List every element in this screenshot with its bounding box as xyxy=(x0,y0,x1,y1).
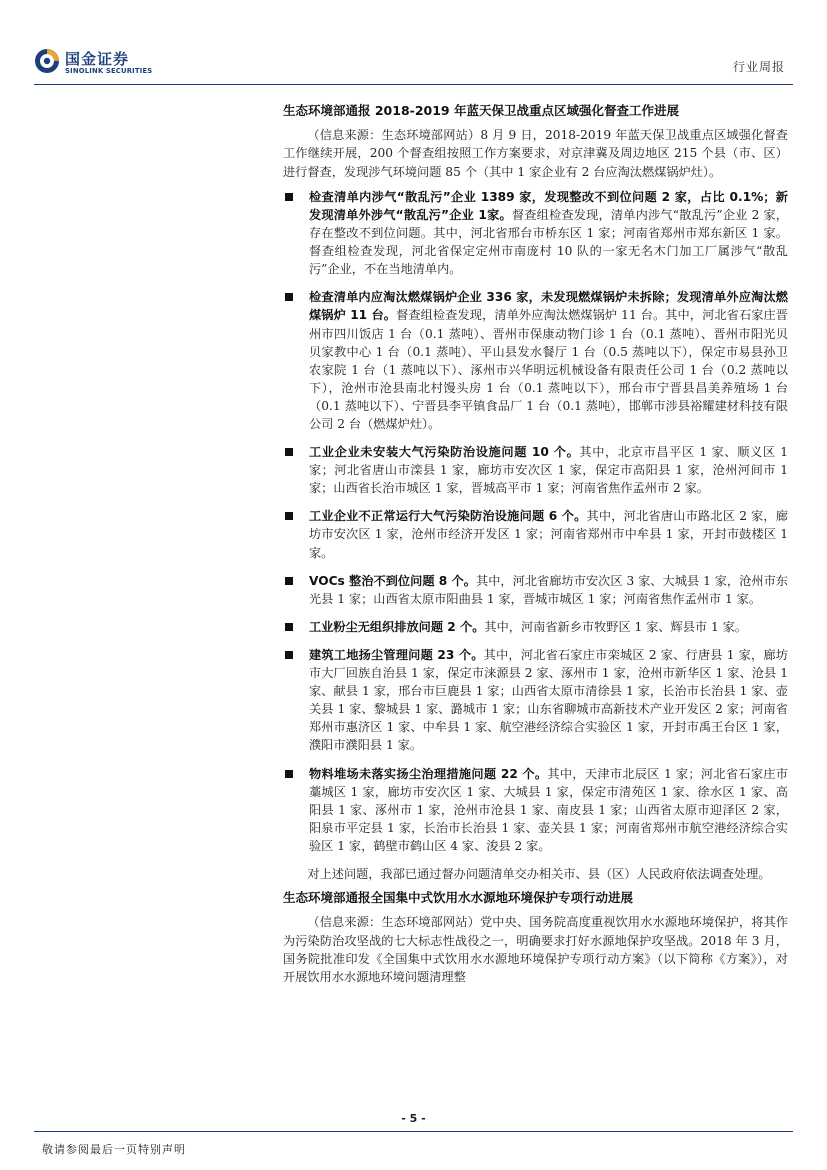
finding-detail: 其中，河北省廊坊市安次区 3 家、大城县 1 家，沧州市东光县 1 家；山西省太原市阳曲县 1 家，晋城市城区 1 家；河南省焦作孟州市 1 家。 xyxy=(309,573,788,606)
logo-chinese-name: 国金证券 xyxy=(65,50,130,68)
sinolink-logo-icon xyxy=(34,48,60,74)
footer-disclaimer: 敬请参阅最后一页特别声明 xyxy=(42,1143,186,1156)
logo-english-name: SINOLINK SECURITIES xyxy=(65,67,153,75)
finding-headline: 工业企业不正常运行大气污染防治设施问题 6 个。 xyxy=(309,509,587,524)
finding-headline: 检查清单内应淘汰燃煤锅炉企业 336 家，未发现燃煤锅炉未拆除；发现清单外应淘汰燃煤锅炉 11 台。 xyxy=(309,290,788,323)
section-intro-water-source: （信息来源：生态环境部网站）党中央、国务院高度重视饮用水水源地环境保护，将其作为污染防治攻坚战的七大标志性战役之一，明确要求打好水源地保护攻坚战。2018 年 3 月，国务院批准印发《全国集中式饮用水水源地环境保护专项行动方案》（以下简称《方案》），对开展饮用水水源地环境问题清理整 xyxy=(283,915,788,985)
findings-list xyxy=(283,188,788,855)
finding-headline: 物料堆场未落实扬尘治理措施问题 22 个。 xyxy=(309,766,548,781)
finding-item xyxy=(283,646,788,755)
finding-detail: 其中，北京市昌平区 1 家、顺义区 1 家；河北省唐山市滦县 1 家，廊坊市安次区 1 家，保定市高阳县 1 家，沧州河间市 1 家；山西省长治市城区 1 家，晋城高平市 1 家；河南省焦作孟州市 2 家。 xyxy=(309,445,788,496)
finding-item xyxy=(283,288,788,433)
square-bullet-icon xyxy=(285,193,293,201)
company-logo xyxy=(34,46,164,80)
report-type-label: 行业周报 xyxy=(732,60,785,74)
finding-headline: 工业企业未安装大气污染防治设施问题 10 个。 xyxy=(309,445,580,460)
section-title-blue-sky: 生态环境部通报 2018-2019 年蓝天保卫战重点区域强化督查工作进展 xyxy=(283,103,679,118)
finding-detail: 其中，天津市北辰区 1 家；河北省石家庄市藁城区 1 家，廊坊市安次区 1 家、大城县 1 家，保定市清苑区 1 家、徐水区 1 家、高阳县 1 家、涿州市 1 家，沧州市沧县 1 家、南皮县 1 家；山西省太原市迎泽区 2 家，阳泉市平定县 1 家，长治市长治县 1 家、壶关县 1 家；河南省郑州市航空港经济综合实验区 1 家，鹤壁市鹤山区 4 家、浚县 2 家。 xyxy=(309,766,788,853)
square-bullet-icon xyxy=(285,623,293,631)
square-bullet-icon xyxy=(285,293,293,301)
finding-item xyxy=(283,443,788,497)
page-number: - 5 - xyxy=(401,1112,426,1125)
finding-item xyxy=(283,765,788,855)
square-bullet-icon xyxy=(285,770,293,778)
section-intro-blue-sky: （信息来源：生态环境部网站）8 月 9 日，2018-2019 年蓝天保卫战重点区域强化督查工作继续开展，200 个督查组按照工作方案要求，对京津冀及周边地区 215 个县（市、区）进行督查，发现涉气环境问题 85 个（其中 1 家企业有 2 台应淘汰燃煤锅炉灶）。 xyxy=(283,128,788,179)
finding-detail: 其中，河北省石家庄市栾城区 2 家、行唐县 1 家，廊坊市大厂回族自治县 1 家，保定市涞源县 2 家、涿州市 1 家，沧州市新华区 1 家、沧县 1 家、献县 1 家，邢台市巨鹿县 1 家；山西省太原市清徐县 1 家，长治市长治县 1 家、壶关县 1 家、黎城县 1 家、潞城市 1 家；山东省聊城市高新技术产业开发区 2 家；河南省郑州市惠济区 1 家、中牟县 1 家、航空港经济综合实验区 1 家，开封市禹王台区 1 家，濮阳市濮阳县 1 家。 xyxy=(309,647,788,753)
finding-item xyxy=(283,618,788,636)
finding-detail: 督查组检查发现，清单内涉气“散乱污”企业 2 家，存在整改不到位问题。其中，河北省邢台市桥东区 1 家；河南省郑州市郑东新区 1 家。督查组检查发现，河北省保定定州市南庞村 10 队的一家无名木门加工厂属涉气“散乱污”企业，不在当地清单内。 xyxy=(309,207,788,277)
finding-headline: 建筑工地扬尘管理问题 23 个。 xyxy=(309,647,484,662)
finding-detail: 其中，河南省新乡市牧野区 1 家、辉县市 1 家。 xyxy=(484,619,747,634)
finding-detail: 其中，河北省唐山市路北区 2 家，廊坊市安次区 1 家，沧州市经济开发区 1 家；河南省郑州市中牟县 1 家，开封市鼓楼区 1 家。 xyxy=(309,509,788,560)
square-bullet-icon xyxy=(285,651,293,659)
finding-detail: 督查组检查发现，清单外应淘汰燃煤锅炉 11 台。其中，河北省石家庄晋州市四川饭店 1 台（0.1 蒸吨）、晋州市保康动物门诊 1 台（0.1 蒸吨）、晋州市阳光贝贝家教中心 1 台（0.1 蒸吨）、平山县发水餐厅 1 台（0.5 蒸吨以下），保定市易县孙卫农家院 1 台（1 蒸吨以下）、涿州市兴华明远机械设备有限责任公司 1 台（0.2 蒸吨以下），沧州市沧县南北村馒头房 1 台（0.1 蒸吨以下），邢台市宁晋县昌美养殖场 1 台（0.1 蒸吨以下）、宁晋县李平镇食品厂 1 台（0.1 蒸吨），邯郸市涉县裕耀建材科技有限公司 2 台（燃煤炉灶）。 xyxy=(309,308,788,432)
finding-headline: 工业粉尘无组织排放问题 2 个。 xyxy=(309,619,485,634)
finding-item xyxy=(283,572,788,608)
finding-headline: VOCs 整治不到位问题 8 个。 xyxy=(309,573,476,588)
header-divider xyxy=(34,84,793,85)
page-header xyxy=(0,0,827,100)
section-conclusion: 对上述问题，我部已通过督办问题清单交办相关市、县（区）人民政府依法调查处理。 xyxy=(307,866,771,881)
report-body xyxy=(283,96,788,986)
footer-divider xyxy=(34,1131,793,1132)
finding-headline: 检查清单内涉气“散乱污”企业 1389 家，发现整改不到位问题 2 家，占比 0.1%；新发现清单外涉气“散乱污”企业 1家。 xyxy=(309,189,788,222)
finding-item xyxy=(283,507,788,561)
section-title-water-source: 生态环境部通报全国集中式饮用水水源地环境保护专项行动进展 xyxy=(283,890,634,906)
finding-item xyxy=(283,188,788,278)
square-bullet-icon xyxy=(285,512,293,520)
square-bullet-icon xyxy=(285,577,293,585)
square-bullet-icon xyxy=(285,448,293,456)
